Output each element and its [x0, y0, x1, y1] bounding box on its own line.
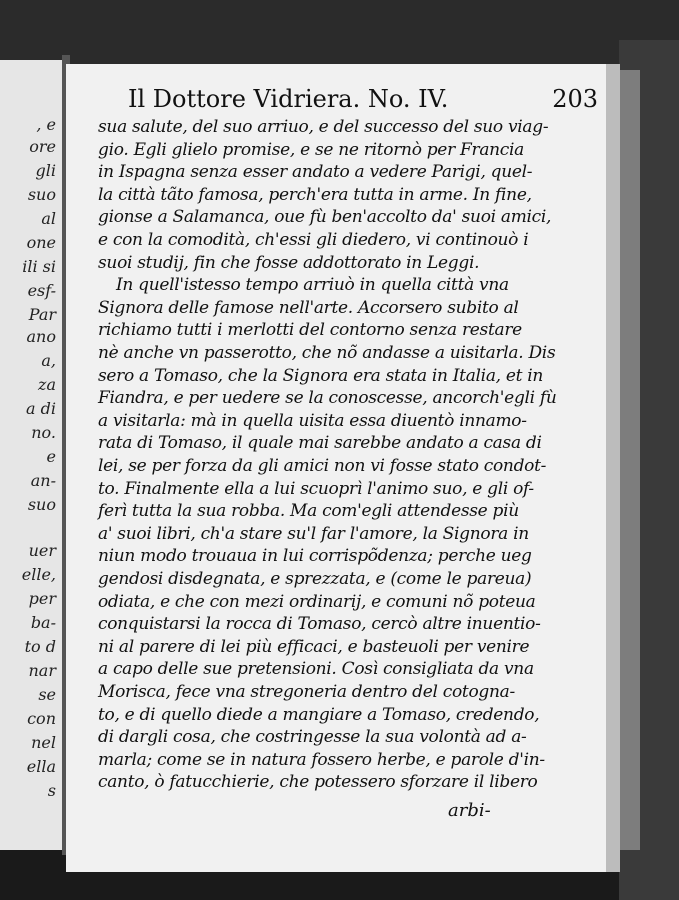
left-page-fragment: ella: [26, 757, 56, 776]
left-page: [0, 60, 64, 850]
left-page-fragment: a,: [41, 351, 56, 370]
left-page-fragment: esf-: [27, 281, 56, 300]
text-line: a visitarla: mà in quella uisita essa diuentò innamo-: [98, 410, 527, 431]
left-page-fragment: al: [41, 209, 56, 228]
left-page-fragment: one: [26, 233, 56, 252]
text-line: Signora delle famose nell'arte. Accorsero subito al: [98, 297, 519, 318]
left-page-fragment: nar: [28, 661, 56, 680]
text-line: gendosi disdegnata, e sprezzata, e (come le pareua): [98, 569, 532, 589]
text-line: di dargli cosa, che costringesse la sua volontà ad a-: [98, 727, 527, 748]
catchword: arbi-: [448, 800, 491, 821]
text-line: richiamo tutti i merlotti del contorno senza restare: [98, 320, 522, 341]
left-page-fragment: elle,: [21, 565, 56, 584]
text-line: nè anche vn passerotto, che nõ andasse a uisitarla. Dis: [98, 343, 556, 363]
text-line: ni al parere di lei più efficaci, e basteuoli per venire: [98, 636, 530, 657]
text-line: gio. Egli glielo promise, e se ne ritornò per Francia: [98, 139, 525, 160]
left-page-fragment: con: [27, 709, 56, 728]
left-page-fragment: se: [38, 685, 56, 704]
left-page-fragment: ano: [26, 327, 56, 346]
running-header: [128, 85, 598, 119]
text-line: lei, se per forza da gli amici non vi fosse stato condot-: [98, 456, 547, 476]
left-page-fragment: za: [38, 375, 56, 394]
left-page-fragment: nel: [31, 733, 56, 752]
left-page-fragment: an-: [30, 471, 56, 490]
left-page-fragment: to d: [24, 637, 56, 656]
text-line: a' suoi libri, ch'a stare su'l far l'amore, la Signora in: [98, 523, 529, 544]
text-line: Morisca, fece vna stregoneria dentro del cotogna-: [98, 682, 515, 702]
left-page-fragment: suo: [27, 185, 56, 204]
left-page-fragment: gli: [35, 161, 56, 180]
text-line: rata di Tomaso, il quale mai sarebbe andato a casa di: [98, 433, 542, 454]
page-number: 203: [552, 85, 598, 113]
text-line: odiata, e che con mezi ordinarij, e comuni nõ poteua: [98, 591, 536, 612]
page-edge: [606, 64, 620, 872]
left-page-fragment: a di: [26, 399, 56, 418]
text-line: in Ispagna senza esser andato a vedere Parigi, quel-: [98, 162, 533, 183]
page-stack-edge: [620, 70, 640, 850]
text-line: sua salute, del suo arriuo, e del successo del suo viag-: [98, 117, 549, 137]
text-line: marla; come se in natura fossero herbe, e parole d'in-: [98, 749, 545, 770]
text-line: la città tãto famosa, perch'era tutta in arme. In fine,: [98, 184, 532, 205]
text-line: suoi studij, fin che fosse addottorato in Leggi.: [98, 252, 480, 273]
text-line: canto, ò fatucchierie, che potessero sforzare il libero: [98, 772, 538, 793]
left-page-fragment: ore: [29, 137, 56, 156]
text-line: to. Finalmente ella a lui scuoprì l'animo suo, e gli of-: [98, 478, 534, 499]
left-page-fragment: suo: [27, 495, 56, 514]
text-line: sero a Tomaso, che la Signora era stata in Italia, et in: [98, 365, 544, 386]
text-line: gionse a Salamanca, oue fù ben'accolto da' suoi amici,: [98, 207, 552, 228]
left-page-fragment: per: [28, 589, 56, 608]
text-line: to, e di quello diede a mangiare a Tomaso, credendo,: [98, 704, 540, 725]
left-page-fragment: ba-: [30, 613, 56, 632]
text-line: a capo delle sue pretensioni. Così consigliata da vna: [98, 659, 534, 680]
text-line: Fiandra, e per uedere se la conoscesse, ancorch'egli fù: [98, 388, 557, 409]
left-page-fragment: uer: [28, 541, 56, 560]
left-page-fragment: ili si: [22, 257, 56, 276]
text-line: e con la comodità, ch'essi gli diedero, vi continouò i: [98, 230, 529, 250]
text-line: niun modo trouaua in lui corrispõdenza; perche ueg: [98, 546, 532, 567]
left-page-fragment: , e: [36, 115, 56, 134]
running-title: Il Dottore Vidriera. No. IV.: [128, 85, 449, 113]
background-top: [0, 0, 679, 70]
left-page-fragment: Par: [28, 305, 56, 324]
left-page-fragment: s: [47, 781, 56, 800]
text-line: ferì tutta la sua robba. Ma com'egli attendesse più: [98, 501, 519, 522]
left-page-fragment: e: [46, 447, 56, 466]
left-page-fragment: no.: [31, 423, 56, 442]
text-line: In quell'istesso tempo arriuò in quella città vna: [116, 275, 509, 296]
text-line: conquistarsi la rocca di Tomaso, cercò altre inuentio-: [98, 614, 541, 635]
